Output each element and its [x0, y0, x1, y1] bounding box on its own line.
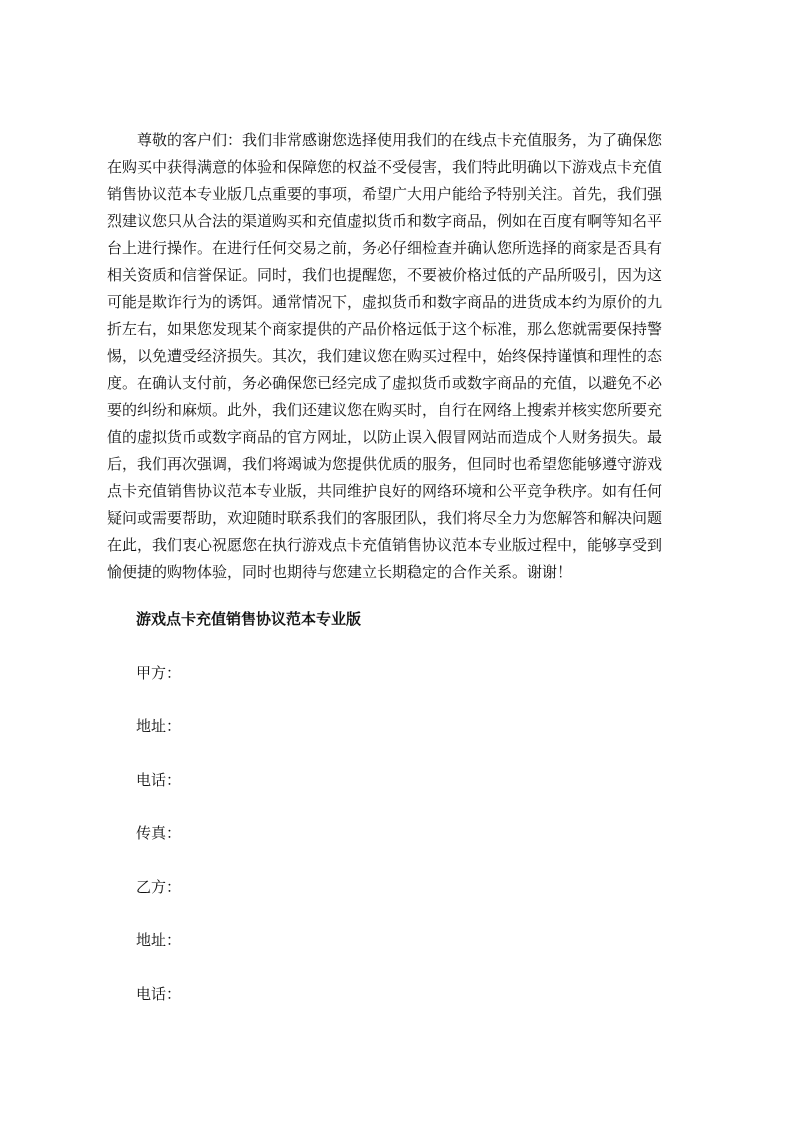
intro-line: 惕，以免遭受经济损失。其次，我们建议您在购买过程中，始终保持谨慎和理性的态	[107, 347, 663, 365]
intro-line: 值的虚拟货币或数字商品的官方网址，以防止误入假冒网站而造成个人财务损失。最	[107, 428, 663, 446]
intro-line: 销售协议范本专业版几点重要的事项，希望广大用户能给予特别关注。首先，我们强	[107, 185, 663, 203]
party-a-label: 甲方：	[136, 664, 182, 682]
intro-line: 疑问或需要帮助，欢迎随时联系我们的客服团队，我们将尽全力为您解答和解决问题	[107, 509, 663, 527]
agreement-title: 游戏点卡充值销售协议范本专业版	[136, 610, 362, 628]
party-a-address-label: 地址：	[136, 717, 182, 735]
party-a-phone-label: 电话：	[136, 771, 182, 789]
party-a-fax-label: 传真：	[136, 824, 182, 842]
party-b-label: 乙方：	[136, 878, 182, 896]
intro-line: 愉便捷的购物体验，同时也期待与您建立长期稳定的合作关系。谢谢！	[107, 563, 573, 581]
intro-line: 要的纠纷和麻烦。此外，我们还建议您在购买时，自行在网络上搜索并核实您所要充	[107, 401, 663, 419]
intro-line: 后，我们再次强调，我们将竭诚为您提供优质的服务，但同时也希望您能够遵守游戏	[107, 455, 663, 473]
intro-line: 相关资质和信誉保证。同时，我们也提醒您，不要被价格过低的产品所吸引，因为这	[107, 266, 663, 284]
intro-line: 可能是欺诈行为的诱饵。通常情况下，虚拟货币和数字商品的进货成本约为原价的九	[107, 293, 663, 311]
intro-line: 在购买中获得满意的体验和保障您的权益不受侵害，我们特此明确以下游戏点卡充值	[107, 158, 663, 176]
intro-line: 台上进行操作。在进行任何交易之前，务必仔细检查并确认您所选择的商家是否具有	[107, 239, 663, 257]
intro-line: 在此，我们衷心祝愿您在执行游戏点卡充值销售协议范本专业版过程中，能够享受到	[107, 536, 663, 554]
party-b-phone-label: 电话：	[136, 985, 182, 1003]
intro-line: 尊敬的客户们：我们非常感谢您选择使用我们的在线点卡充值服务，为了确保您	[107, 131, 663, 149]
intro-line: 点卡充值销售协议范本专业版，共同维护良好的网络环境和公平竞争秩序。如有任何	[107, 482, 663, 500]
intro-line: 烈建议您只从合法的渠道购买和充值虚拟货币和数字商品，例如在百度有啊等知名平	[107, 212, 663, 230]
party-b-address-label: 地址：	[136, 931, 182, 949]
intro-line: 折左右，如果您发现某个商家提供的产品价格远低于这个标准，那么您就需要保持警	[107, 320, 663, 338]
intro-line: 度。在确认支付前，务必确保您已经完成了虚拟货币或数字商品的充值，以避免不必	[107, 374, 663, 392]
